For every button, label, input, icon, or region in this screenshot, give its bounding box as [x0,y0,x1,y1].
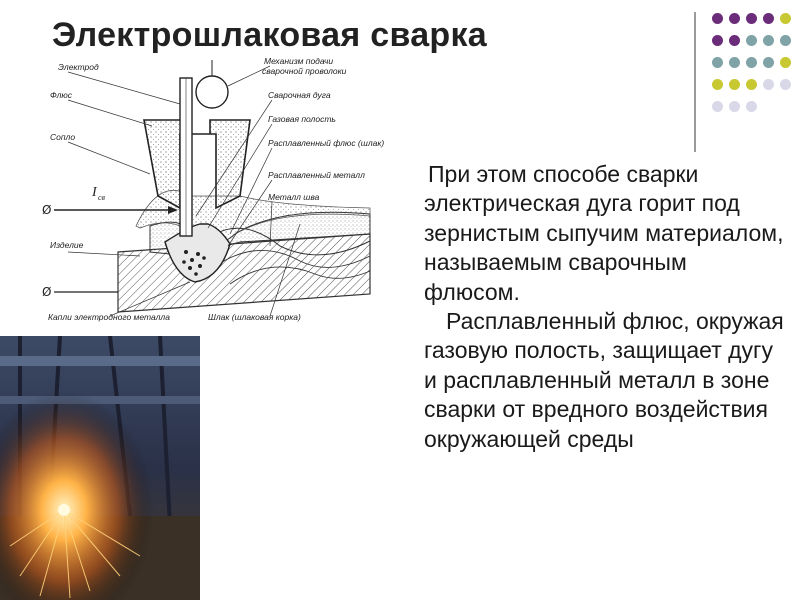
decor-dot [780,57,791,68]
label-gas-cavity: Газовая полость [268,114,336,124]
label-molten-metal: Расплавленный металл [268,170,365,180]
decor-dot [780,35,791,46]
label-nozzle: Сопло [50,132,76,142]
label-current: I [92,185,97,200]
label-slag: Шлак (шлаковая корка) [208,312,301,322]
decor-dot [746,13,757,24]
label-current-sub: св [98,193,106,202]
welding-schematic-diagram [40,56,410,332]
decor-dot-grid [712,13,800,133]
slide-title: Электрошлаковая сварка [52,16,488,54]
decor-dot [763,35,774,46]
decor-divider [694,12,696,152]
decor-dot [712,101,723,112]
label-electrode: Электрод [58,62,99,72]
slide-body-text [424,160,784,454]
decor-dot [729,57,740,68]
label-feed-mechanism-2: сварочной проволоки [262,66,347,76]
decor-dot [746,35,757,46]
ground-symbol-2: Ø [42,285,52,299]
label-molten-flux: Расплавленный флюс (шлак) [268,138,385,148]
decor-dot [746,101,757,112]
ground-symbol-1: Ø [42,203,52,217]
paragraph-1: При этом способе сварки электрическая дуга горит под зернистым сыпучим материалом, называемым сварочным флюсом. [424,161,784,305]
decor-dot [712,57,723,68]
paragraph-2: Расплавленный флюс, окружая газовую полость, защищает дугу и расплавленный металл в зоне сварки от вредного воздействия окружающей среды [424,308,784,452]
decor-dot [712,13,723,24]
decor-dot [729,13,740,24]
decor-dot [712,79,723,90]
decor-dot [746,79,757,90]
decor-dot [763,13,774,24]
decor-dot [729,35,740,46]
decor-dot [780,13,791,24]
decor-dot [729,101,740,112]
label-drops: Капли электродного металла [48,312,170,322]
welding-photo [0,336,200,600]
label-weld-metal: Металл шва [268,192,320,202]
decor-dot [763,79,774,90]
decor-dot [780,79,791,90]
decor-dot [746,57,757,68]
decor-dot [712,35,723,46]
label-arc: Сварочная дуга [268,90,331,100]
label-flux: Флюс [50,90,73,100]
decor-dot [763,57,774,68]
label-feed-mechanism-1: Механизм подачи [264,56,334,66]
decor-dot [729,79,740,90]
label-workpiece: Изделие [50,240,84,250]
